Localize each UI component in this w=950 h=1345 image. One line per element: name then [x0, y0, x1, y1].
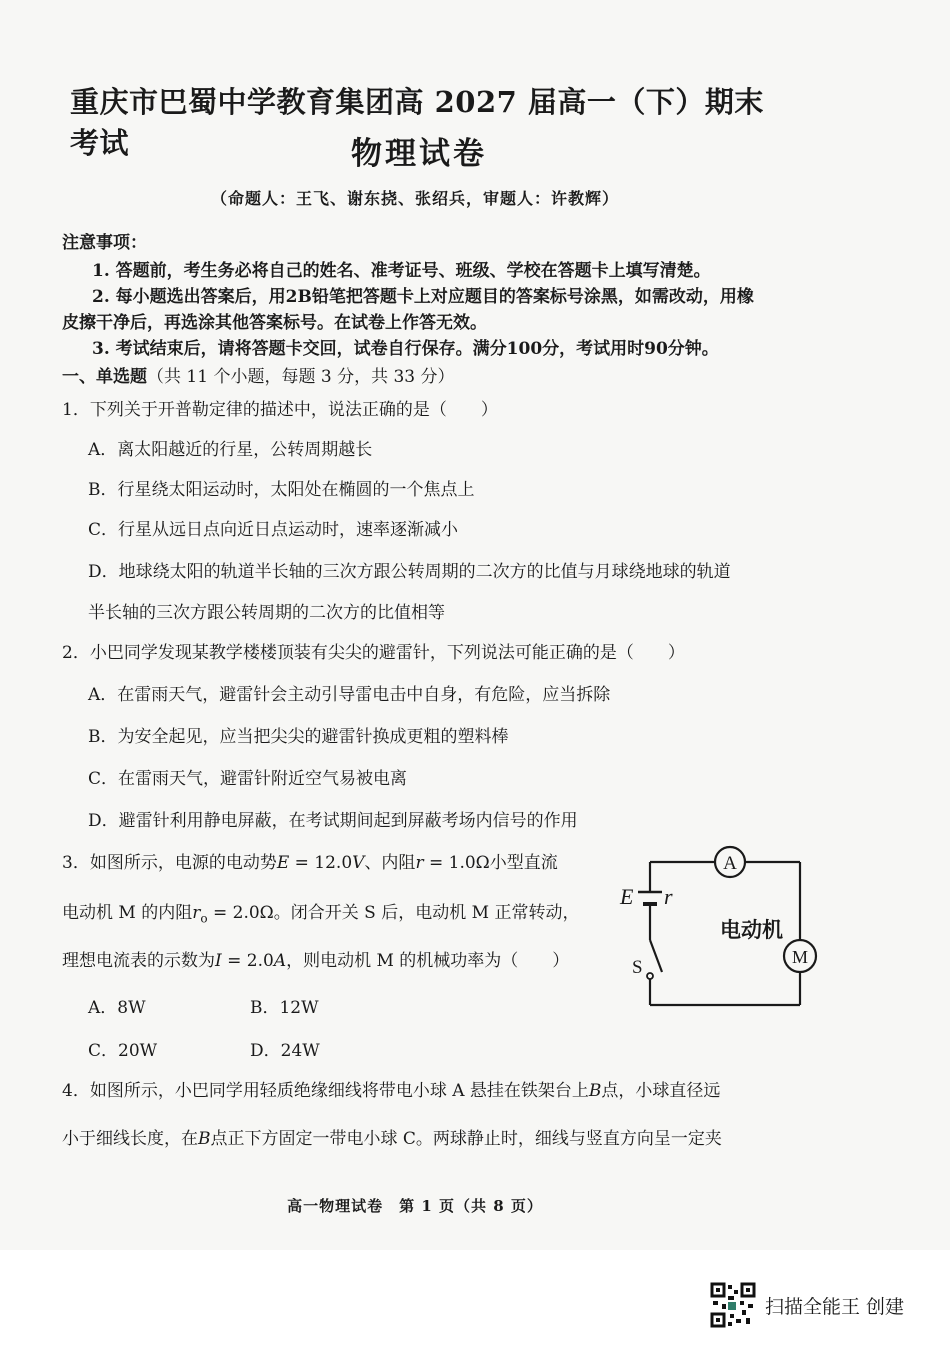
q3-stem-line1: 3．如图所示，电源的电动势E = 12.0V、内阻r = 1.0Ω小型直流	[62, 853, 558, 873]
exam-subject-title: 物理试卷	[351, 136, 487, 172]
notice-item-3: 3. 考试结束后，请将答题卡交回，试卷自行保存。满分100分，考试用时90分钟。	[92, 339, 719, 359]
internal-resistance-label: r	[664, 884, 673, 909]
exam-authors: （命题人：王飞、谢东挠、张绍兵，审题人：许教辉）	[210, 189, 619, 208]
page-footer: 高一物理试卷 第 1 页（共 8 页）	[287, 1197, 543, 1215]
switch-label: S	[632, 957, 643, 978]
q3-stem-line2: 电动机 M 的内阻$r_o = 2.0\Omega$。闭合开关 S 后，电动机 M 正常转动，	[62, 903, 580, 926]
switch-contact	[647, 973, 653, 979]
notice-heading: 注意事项：	[62, 233, 147, 253]
motor-symbol: M	[791, 947, 809, 967]
q2-option-d: D．避雷针利用静电屏蔽，在考试期间起到屏蔽考场内信号的作用	[88, 811, 578, 831]
q1-option-a: A．离太阳越近的行星，公转周期越长	[88, 440, 373, 460]
q4-stem-line1: 4．如图所示，小巴同学用轻质绝缘细线将带电小球 A 悬挂在铁架台上B点，小球直径远	[62, 1081, 721, 1101]
q3-option-c: C．20W	[88, 1041, 158, 1061]
switch-blade	[650, 940, 662, 972]
q2-option-b: B．为安全起见，应当把尖尖的避雷针换成更粗的塑料棒	[88, 727, 509, 747]
q2-stem: 2．小巴同学发现某教学楼楼顶装有尖尖的避雷针，下列说法可能正确的是（ ）	[62, 643, 685, 663]
q1-option-b: B．行星绕太阳运动时，太阳处在椭圆的一个焦点上	[88, 480, 475, 500]
q3-stem-line3: 理想电流表的示数为I = 2.0A，则电动机 M 的机械功率为（ ）	[62, 951, 570, 971]
q3-option-b: B．12W	[250, 998, 319, 1018]
q3-option-a: A．8W	[88, 998, 146, 1018]
notice-item-1: 1. 答题前，考生务必将自己的姓名、准考证号、班级、学校在答题卡上填写清楚。	[92, 261, 711, 281]
section-heading	[62, 362, 455, 387]
q4-stem-line2: 小于细线长度，在B点正下方固定一带电小球 C。两球静止时，细线与竖直方向呈一定夹	[62, 1129, 722, 1149]
ammeter-label: A	[723, 853, 737, 874]
q2-option-c: C．在雷雨天气，避雷针附近空气易被电离	[88, 769, 408, 789]
scanner-watermark: 扫描全能王 创建	[765, 1296, 905, 1318]
motor-circuit-diagram	[600, 840, 820, 1020]
motor-label: 电动机	[720, 917, 783, 942]
q3-option-d: D．24W	[250, 1041, 320, 1061]
qr-code-icon	[710, 1282, 756, 1328]
emf-label: E	[620, 884, 634, 909]
q2-option-a: A．在雷雨天气，避雷针会主动引导雷电击中自身，有危险，应当拆除	[88, 685, 611, 705]
q1-stem: 1．下列关于开普勒定律的描述中，说法正确的是（ ）	[62, 400, 498, 420]
q1-option-d-cont: 半长轴的三次方跟公转周期的二次方的比值相等	[88, 603, 445, 623]
q1-option-c: C．行星从远日点向近日点运动时，速率逐渐减小	[88, 520, 459, 540]
q1-option-d: D．地球绕太阳的轨道半长轴的三次方跟公转周期的二次方的比值与月球绕地球的轨道	[88, 562, 731, 582]
notice-item-2-cont: 皮擦干净后，再选涂其他答案标号。在试卷上作答无效。	[62, 313, 487, 333]
section-name: 一、单选题	[62, 367, 147, 387]
exam-title: 重庆市巴蜀中学教育集团高 2027 届高一（下）期末考试	[70, 85, 764, 160]
notice-item-2: 2. 每小题选出答案后，用2B铅笔把答题卡上对应题目的答案标号涂黑，如需改动，用橡	[92, 287, 754, 307]
section-desc: （共 11 个小题，每题 3 分，共 33 分）	[147, 367, 455, 387]
